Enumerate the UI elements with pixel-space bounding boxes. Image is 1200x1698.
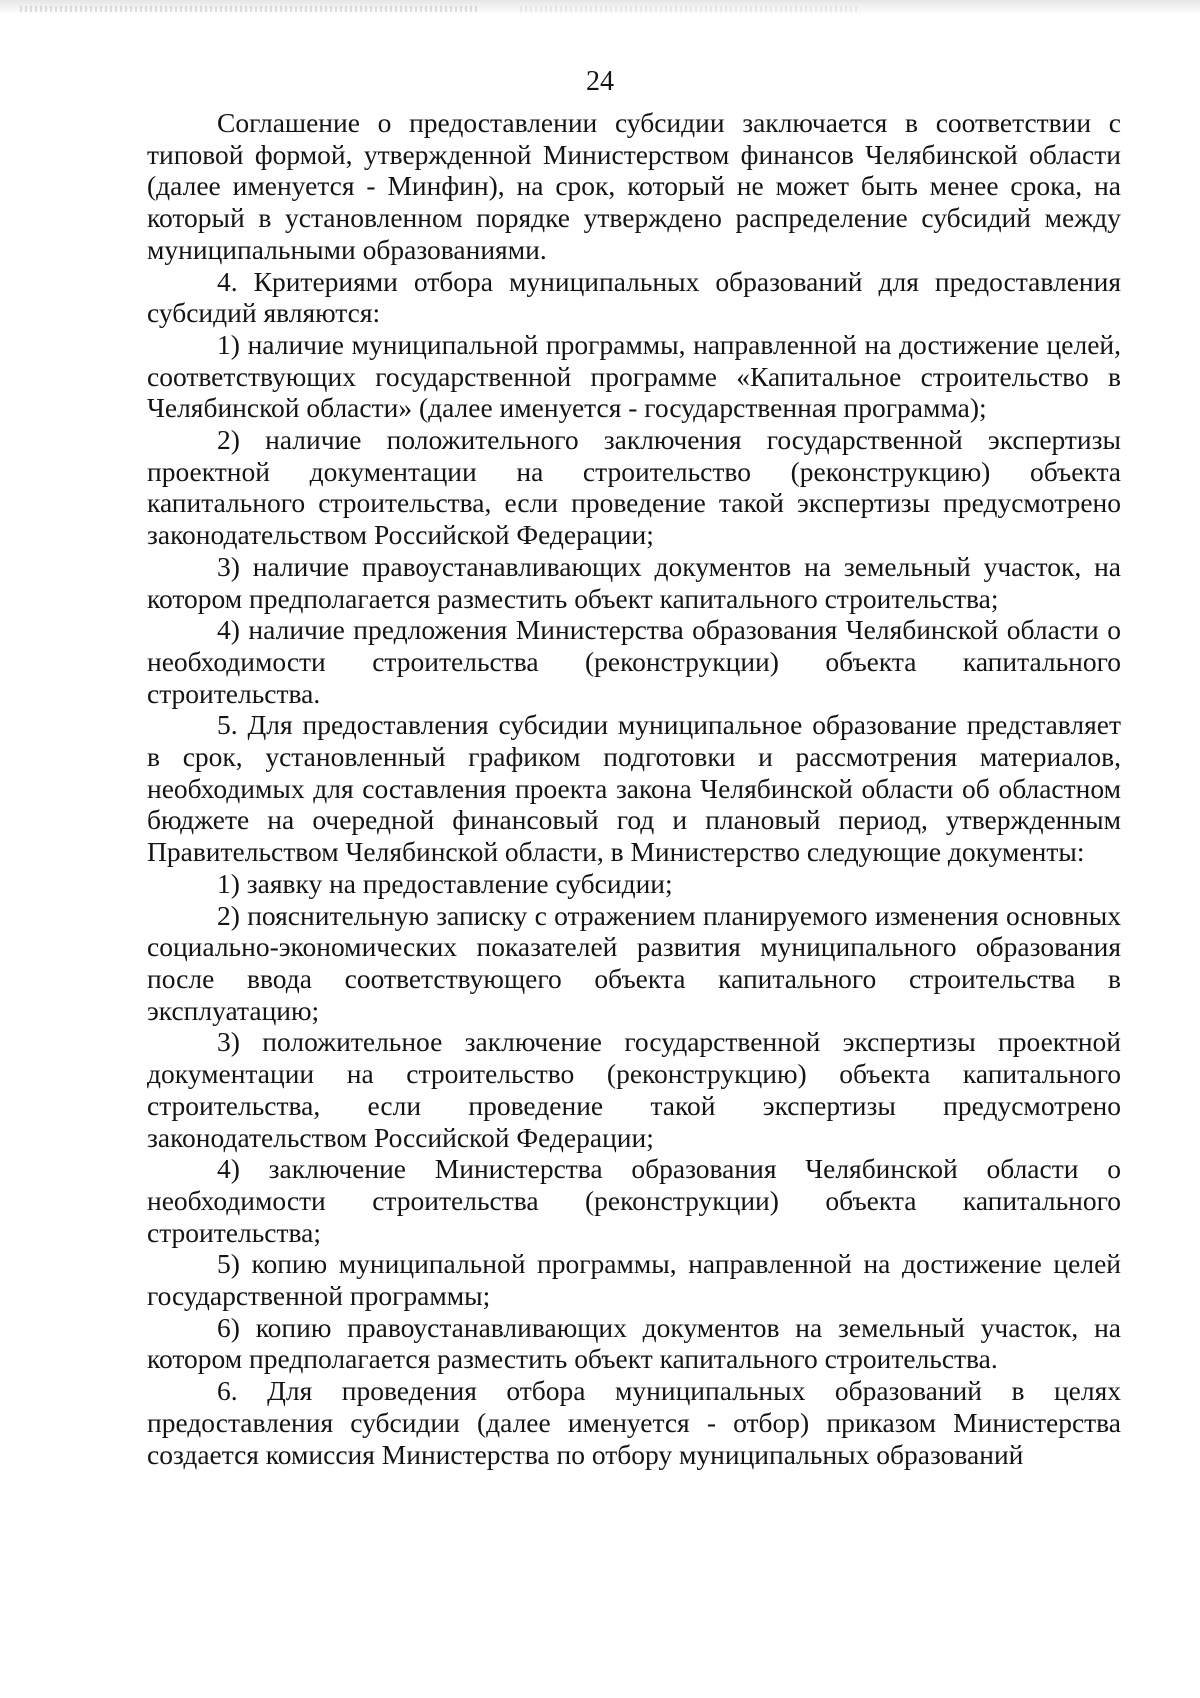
document-item-3: 3) положительное заключение государственной экспертизы проектной документации на строительство (реконструкцию) объекта капитального строительства, если проведение такой экспертизы предусмотрено законодательством Российской Федерации; xyxy=(147,1026,1121,1153)
paragraph-6-commission: 6. Для проведения отбора муниципальных образований в целях предоставления субсидии (далее именуется - отбор) приказом Министерства создается комиссия Министерства по отбору муниципальных образований xyxy=(147,1375,1121,1470)
criteria-item-4: 4) наличие предложения Министерства образования Челябинской области о необходимости строительства (реконструкции) объекта капитального строительства. xyxy=(147,614,1121,709)
scan-noise-right xyxy=(520,6,860,12)
criteria-item-1: 1) наличие муниципальной программы, направленной на достижение целей, соответствующих государственной программе «Капитальное строительство в Челябинской области» (далее именуется - государственная программа); xyxy=(147,328,1121,424)
page-number: 24 xyxy=(586,66,614,97)
paragraph-agreement: Соглашение о предоставлении субсидии заключается в соответствии с типовой формой, утвержденной Министерством финансов Челябинской области (далее именуется - Минфин), на срок, который не может быть менее срока, на который в установленном порядке утверждено распределение субсидий между муниципальными образованиями. xyxy=(147,107,1121,265)
scan-noise-left xyxy=(20,6,480,12)
paragraph-4-criteria: 4. Критериями отбора муниципальных образований для предоставления субсидий являются: xyxy=(147,265,1121,329)
document-item-6: 6) копию правоустанавливающих документов на земельный участок, на котором предполагается разместить объект капитального строительства. xyxy=(147,1311,1121,1375)
document-item-4: 4) заключение Министерства образования Челябинской области о необходимости строительства (реконструкции) объекта капитального строительства; xyxy=(147,1153,1121,1248)
document-item-2: 2) пояснительную записку с отражением планируемого изменения основных социально-экономических показателей развития муниципального образования после ввода соответствующего объекта капитального строительства в эксплуатацию; xyxy=(147,899,1121,1026)
document-item-1: 1) заявку на предоставление субсидии; xyxy=(217,867,673,899)
document-item-5: 5) копию муниципальной программы, направленной на достижение целей государственной программы; xyxy=(147,1248,1121,1312)
paragraph-5-documents: 5. Для предоставления субсидии муниципальное образование представляет в срок, установленный графиком подготовки и рассмотрения материалов, необходимых для составления проекта закона Челябинской области об областном бюджете на очередной финансовый год и плановый период, утвержденным Правительством Челябинской области, в Министерство следующие документы: xyxy=(147,709,1121,868)
criteria-item-2: 2) наличие положительного заключения государственной экспертизы проектной документации на строительство (реконструкцию) объекта капитального строительства, если проведение такой экспертизы предусмотрено законодательством Российской Федерации; xyxy=(147,424,1121,551)
criteria-item-3: 3) наличие правоустанавливающих документов на земельный участок, на котором предполагается разместить объект капитального строительства; xyxy=(147,550,1121,614)
document-body xyxy=(147,107,1121,1470)
